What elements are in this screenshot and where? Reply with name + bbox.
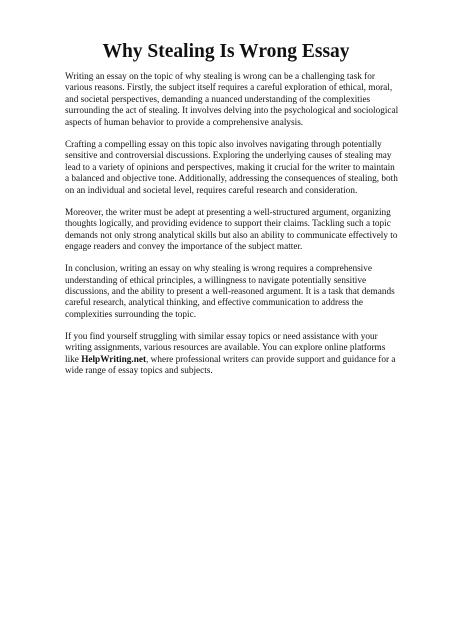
paragraph-sensitive-topics: Crafting a compelling essay on this topic also involves navigating through potentially sensitive and controversial discussions. Exploring the underlying causes of stealing may lead to a variety of opinions and perspectives, making it crucial for the writer to maintain a balanced and objective tone. Additionally, addressing the consequences of stealing, both on an individual and societal level, requires careful research and consideration. <box>65 139 398 196</box>
paragraph-intro: Writing an essay on the topic of why stealing is wrong can be a challenging task for various reasons. Firstly, the subject itself requires a careful exploration of ethical, moral, and societal perspectives, demanding a nuanced understanding of the complexities surrounding the act of stealing. It involves delving into the psychological and sociological aspects of human behavior to provide a comprehensive analysis. <box>65 72 399 128</box>
paragraph-argument-structure: Moreover, the writer must be adept at presenting a well-structured argument, organizing thoughts logically, and providing evidence to support their claims. Tackling such a topic demands not only strong analytical skills but also an ability to communicate effectively to engage readers and convey the importance of the subject matter. <box>65 207 398 253</box>
helpwriting-link[interactable]: HelpWriting.net <box>81 354 147 365</box>
resources-text-after-link: , where professional writers can provide support and guidance for a wide range of essay topics and subjects. <box>65 354 396 377</box>
essay-body <box>65 72 401 388</box>
paragraph-resources <box>65 332 401 378</box>
resources-text-before-link: If you find yourself struggling with similar essay topics or need assistance with your writing assignments, various resources are available. You can explore online platforms like <box>65 331 386 365</box>
page-title: Why Stealing Is Wrong Essay <box>102 41 350 62</box>
paragraph-conclusion: In conclusion, writing an essay on why stealing is wrong requires a comprehensive understanding of ethical principles, a willingness to navigate potentially sensitive discussions, and the ability to present a well-reasoned argument. It is a task that demands careful research, analytical thinking, and effective communication to address the complexities surrounding the topic. <box>65 264 395 320</box>
